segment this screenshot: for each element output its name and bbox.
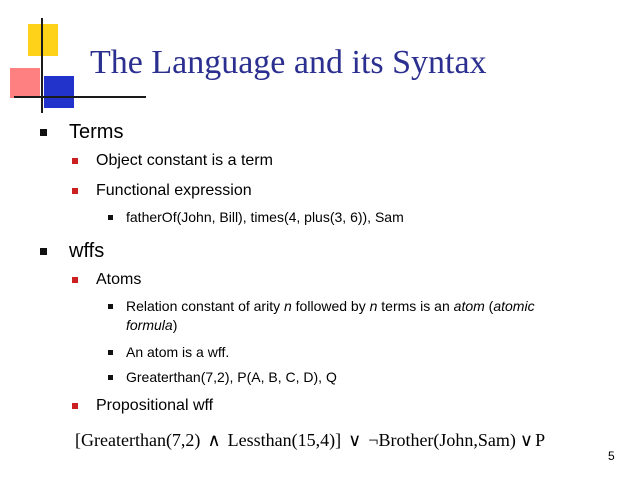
bullet-text: An atom is a wff.	[126, 344, 230, 360]
propositional-formula	[75, 430, 545, 451]
bullet-text: Propositional wff	[96, 397, 214, 414]
bullet-marker	[108, 350, 113, 355]
not-symbol: ¬	[368, 430, 379, 450]
bullet-relation-constant	[108, 297, 535, 335]
bullet-atom-examples	[108, 368, 337, 387]
bullet-marker	[72, 277, 78, 283]
bullet-marker	[108, 215, 113, 220]
decor-vertical-line	[41, 18, 43, 113]
formula-part: [Greaterthan(7,2)	[75, 430, 201, 450]
bullet-wffs	[40, 239, 104, 263]
bullet-marker	[72, 188, 78, 194]
bullet-atom-is-wff	[108, 343, 229, 362]
bullet-functional-expression	[72, 181, 252, 201]
or-symbol: ∨	[519, 430, 534, 450]
bullet-marker	[72, 158, 78, 164]
bullet-marker	[108, 304, 113, 309]
bullet-text: fatherOf(John, Bill), times(4, plus(3, 6)), Sam	[126, 209, 404, 225]
bullet-marker	[72, 403, 78, 409]
formula-part: Lessthan(15,4)]	[227, 430, 342, 450]
slide-title: The Language and its Syntax	[90, 44, 487, 81]
bullet-functional-example	[108, 208, 404, 227]
bullet-terms	[40, 120, 123, 144]
bullet-object-constant	[72, 151, 273, 171]
bullet-text: Functional expression	[96, 182, 252, 199]
or-symbol: ∨	[348, 430, 362, 450]
bullet-text: Terms	[69, 121, 124, 143]
formula-part: Brother(John,Sam)	[378, 430, 516, 450]
bullet-atoms	[72, 270, 141, 290]
slide-number: 5	[608, 449, 615, 463]
bullet-text: wffs	[69, 240, 105, 262]
bullet-text: Greaterthan(7,2), P(A, B, C, D), Q	[126, 369, 337, 385]
decor-red-square	[10, 68, 40, 98]
and-symbol: ∧	[207, 430, 221, 450]
decor-blue-square	[44, 76, 74, 108]
formula-part: P	[535, 430, 546, 450]
bullet-text: Atoms	[96, 271, 142, 288]
bullet-marker	[108, 375, 113, 380]
bullet-marker	[40, 248, 47, 255]
bullet-marker	[40, 129, 47, 136]
decor-yellow-square	[28, 24, 58, 56]
decor-horizontal-line	[14, 96, 146, 98]
bullet-propositional-wff	[72, 396, 213, 416]
bullet-text: Object constant is a term	[96, 152, 273, 169]
bullet-text: Relation constant of arity n followed by n terms is an atom (atomic formula)	[126, 298, 535, 333]
